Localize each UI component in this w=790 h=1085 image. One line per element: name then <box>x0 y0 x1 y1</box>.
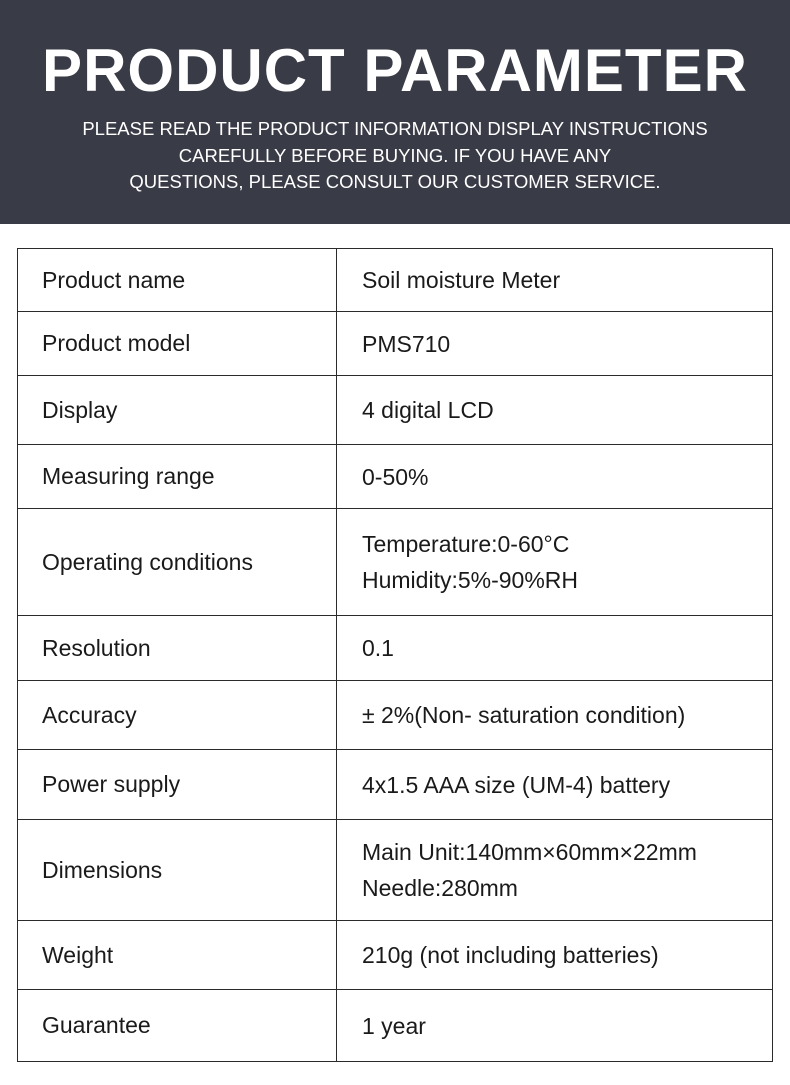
spec-value-line: 0-50% <box>362 463 429 490</box>
spec-label: Guarantee <box>18 990 337 1062</box>
spec-value-line: Soil moisture Meter <box>362 267 561 293</box>
table-row-weight <box>18 921 773 990</box>
spec-value <box>337 681 773 750</box>
subtitle-line: QUESTIONS, PLEASE CONSULT OUR CUSTOMER SERVICE. <box>129 171 661 192</box>
spec-value <box>337 445 773 509</box>
spec-label: Product model <box>18 312 337 376</box>
spec-table <box>17 248 773 1062</box>
spec-value <box>337 249 773 312</box>
subtitle-line: PLEASE READ THE PRODUCT INFORMATION DISPLAY INSTRUCTIONS <box>82 118 708 139</box>
spec-value <box>337 921 773 990</box>
table-row-guarantee <box>18 990 773 1062</box>
spec-label: Dimensions <box>18 820 337 921</box>
spec-value-line: PMS710 <box>362 330 451 357</box>
table-row-accuracy <box>18 681 773 750</box>
spec-label: Display <box>18 376 337 445</box>
spec-label: Power supply <box>18 750 337 820</box>
page-title: PRODUCT PARAMETER <box>42 37 748 104</box>
spec-value-line: Temperature:0-60°C <box>362 531 570 557</box>
spec-value-line: 4x1.5 AAA size (UM-4) battery <box>362 771 671 798</box>
spec-label: Resolution <box>18 616 337 681</box>
spec-value <box>337 820 773 921</box>
spec-label: Weight <box>18 921 337 990</box>
spec-value <box>337 750 773 820</box>
table-row-dimensions <box>18 820 773 921</box>
spec-label: Measuring range <box>18 445 337 509</box>
spec-value-line: Main Unit:140mm×60mm×22mm <box>362 839 697 865</box>
spec-value <box>337 509 773 616</box>
table-row-operating-conditions <box>18 509 773 616</box>
table-row-power-supply <box>18 750 773 820</box>
spec-value-line: Needle:280mm <box>362 875 518 901</box>
spec-value-line: ± 2%(Non- saturation condition) <box>362 702 686 728</box>
spec-value-line: 4 digital LCD <box>362 397 494 423</box>
table-row-product-model <box>18 312 773 376</box>
spec-value <box>337 312 773 376</box>
spec-value <box>337 990 773 1062</box>
table-row-display <box>18 376 773 445</box>
spec-value-line: 0.1 <box>362 635 394 661</box>
spec-value <box>337 616 773 681</box>
table-row-measuring-range <box>18 445 773 509</box>
table-row-product-name <box>18 249 773 312</box>
table-row-resolution <box>18 616 773 681</box>
spec-value-line: 210g (not including batteries) <box>362 942 659 968</box>
page-subtitle <box>45 116 745 196</box>
spec-value-line: Humidity:5%-90%RH <box>362 567 579 593</box>
spec-label: Accuracy <box>18 681 337 750</box>
spec-label: Product name <box>18 249 337 312</box>
header-banner <box>0 0 790 224</box>
spec-value <box>337 376 773 445</box>
spec-label: Operating conditions <box>18 509 337 616</box>
spec-value-line: 1 year <box>362 1012 426 1039</box>
subtitle-line: CAREFULLY BEFORE BUYING. IF YOU HAVE ANY <box>178 144 612 166</box>
